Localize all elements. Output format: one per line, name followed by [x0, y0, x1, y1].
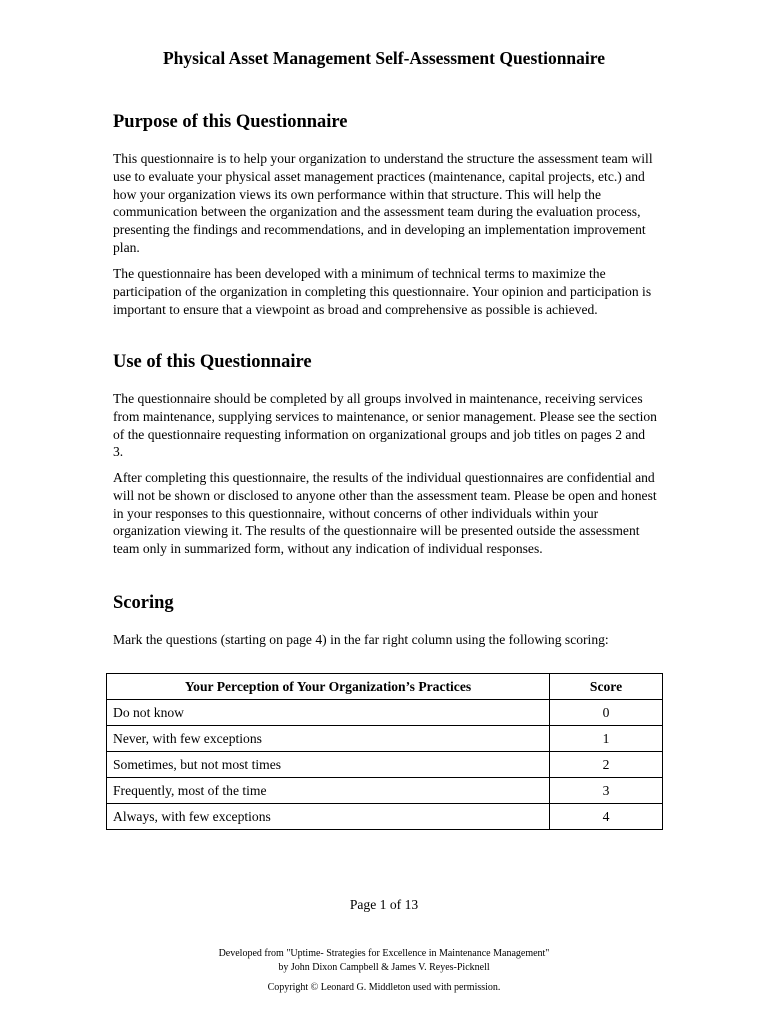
table-row — [107, 804, 663, 830]
page-number: Page 1 of 13 — [349, 897, 419, 912]
row-score: 0 — [550, 700, 663, 726]
table-row — [107, 700, 663, 726]
scoring-table — [106, 673, 663, 830]
use-heading: Use of this Questionnaire — [113, 352, 312, 372]
table-row — [107, 752, 663, 778]
table-row — [107, 726, 663, 752]
purpose-paragraph-2: The questionnaire has been developed with a minimum of technical terms to maximize the participation of the organization in completing this questionnaire. Your opinion and participation is important to ensure that a viewpoint as broad and comprehensive as possible is achieved. — [113, 266, 652, 317]
row-label: Always, with few exceptions — [107, 804, 550, 830]
row-score: 1 — [550, 726, 663, 752]
row-score: 4 — [550, 804, 663, 830]
header-score: Score — [550, 674, 663, 700]
footer-copyright: Copyright © Leonard G. Middleton used with permission. — [267, 982, 501, 993]
row-label: Sometimes, but not most times — [107, 752, 550, 778]
use-paragraph-1: The questionnaire should be completed by all groups involved in maintenance, receiving services from maintenance, supplying services to maintenance, or senior management. Please see the section of the questionnaire requesting information on organizational groups and job titles on pages 2 and 3. — [113, 391, 657, 460]
table-header-row — [107, 674, 663, 700]
row-label: Do not know — [107, 700, 550, 726]
scoring-heading: Scoring — [113, 593, 174, 613]
purpose-heading: Purpose of this Questionnaire — [113, 112, 348, 132]
row-label: Frequently, most of the time — [107, 778, 550, 804]
row-score: 2 — [550, 752, 663, 778]
row-score: 3 — [550, 778, 663, 804]
row-label: Never, with few exceptions — [107, 726, 550, 752]
header-perception: Your Perception of Your Organization’s Practices — [107, 674, 550, 700]
use-paragraph-2: After completing this questionnaire, the results of the individual questionnaires are confidential and will not be shown or disclosed to anyone other than the assessment team. Please be open and honest in your responses to this questionnaire, without concerns of other individuals within your organization viewing it. The results of the questionnaire will be presented outside the assessment team only in summarized form, without any indication of individual responses. — [113, 470, 657, 557]
document-title: Physical Asset Management Self-Assessment Questionnaire — [162, 48, 605, 68]
scoring-intro: Mark the questions (starting on page 4) in the far right column using the following scoring: — [113, 632, 609, 647]
table-row — [107, 778, 663, 804]
footer-developed-from: Developed from "Uptime- Strategies for Excellence in Maintenance Management" — [218, 948, 550, 959]
footer-authors: by John Dixon Campbell & James V. Reyes-Picknell — [278, 962, 490, 973]
purpose-paragraph-1: This questionnaire is to help your organization to understand the structure the assessment team will use to evaluate your physical asset management practices (maintenance, capital projects, etc.) and how your organization views its own performance within that structure. This will help the communication between the organization and the assessment team during the evaluation process, presenting the findings and recommendations, and in developing an implementation improvement plan. — [113, 151, 653, 255]
